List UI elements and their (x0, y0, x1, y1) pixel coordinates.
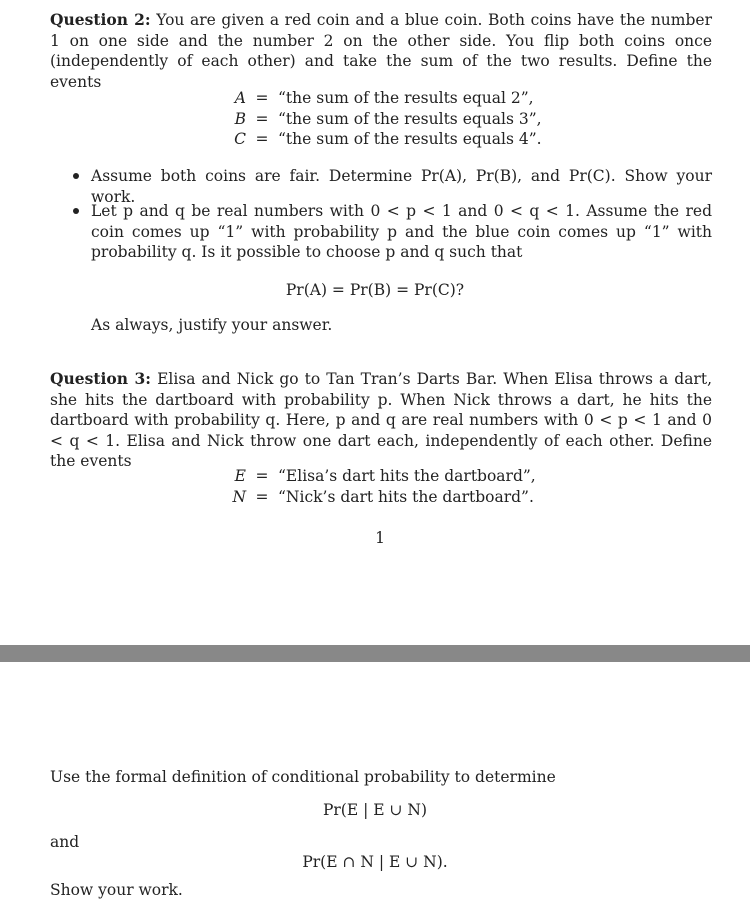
event-n-symbol: N (232, 487, 246, 506)
event-c-symbol: C (234, 130, 246, 148)
justify-note: As always, justify your answer. (91, 316, 333, 334)
event-b-definition: “the sum of the results equals 3”, (278, 109, 542, 128)
event-b-equals: = (255, 109, 269, 128)
question-3-intro (50, 369, 712, 472)
event-e-symbol: E (234, 467, 246, 485)
event-n-definition: “Nick’s dart hits the dartboard”. (278, 487, 534, 506)
event-c-definition: “the sum of the results equals 4”. (278, 130, 542, 148)
event-a-definition: “the sum of the results equal 2”, (278, 89, 534, 107)
bullet-dot-2 (73, 208, 79, 214)
question-2-events (222, 88, 542, 150)
event-e-equals: = (255, 467, 269, 485)
event-a-symbol: A (234, 89, 246, 107)
event-c-equals: = (255, 130, 269, 148)
and-connector: and (50, 833, 80, 851)
bullet-dot-1 (73, 173, 79, 179)
event-b-symbol: B (234, 109, 246, 128)
question-2-intro (50, 10, 712, 92)
question-3-text: Elisa and Nick go to Tan Tran’s Darts Bar. When Elisa throws a dart, she hits the dartboard with probability p. When Nick throws a dart, he hits the dartboard with probability q. Here, p and q are real numbers with 0 < p < 1 and 0 < q < 1. Elisa and Nick throw one dart each, independently of each other. Define the events (50, 370, 713, 470)
event-e-definition: “Elisa’s dart hits the dartboard”, (278, 467, 536, 485)
question-3-events (222, 466, 536, 507)
page-number: 1 (375, 529, 385, 547)
conditional-instruction: Use the formal definition of conditional probability to determine (50, 768, 556, 786)
question-2-heading: Question 2: (50, 10, 151, 29)
show-work-note: Show your work. (50, 881, 183, 899)
question-2-text: You are given a red coin and a blue coin. Both coins have the number 1 on one side and the number 2 on the other side. You flip both coins once (independently of each other) and take the sum of the two results. Define the events (50, 11, 712, 91)
conditional-equation-1: Pr(E | E ∪ N) (322, 801, 428, 819)
bullet-2-equation: Pr(A) = Pr(B) = Pr(C)? (285, 281, 465, 299)
bullet-2-text: Let p and q be real numbers with 0 < p < 1 and 0 < q < 1. Assume the red coin comes up “1” with probability p and the blue coin comes up “1” with probability q. Is it possible to choose p and q such that (91, 202, 712, 261)
question-3-heading: Question 3: (50, 369, 152, 388)
page-separator (0, 645, 750, 662)
event-a-equals: = (255, 89, 269, 107)
conditional-equation-2: Pr(E ∩ N | E ∪ N). (302, 853, 448, 871)
event-n-equals: = (255, 487, 269, 506)
bullet-1-text: Assume both coins are fair. Determine Pr(A), Pr(B), and Pr(C). Show your work. (91, 167, 712, 206)
